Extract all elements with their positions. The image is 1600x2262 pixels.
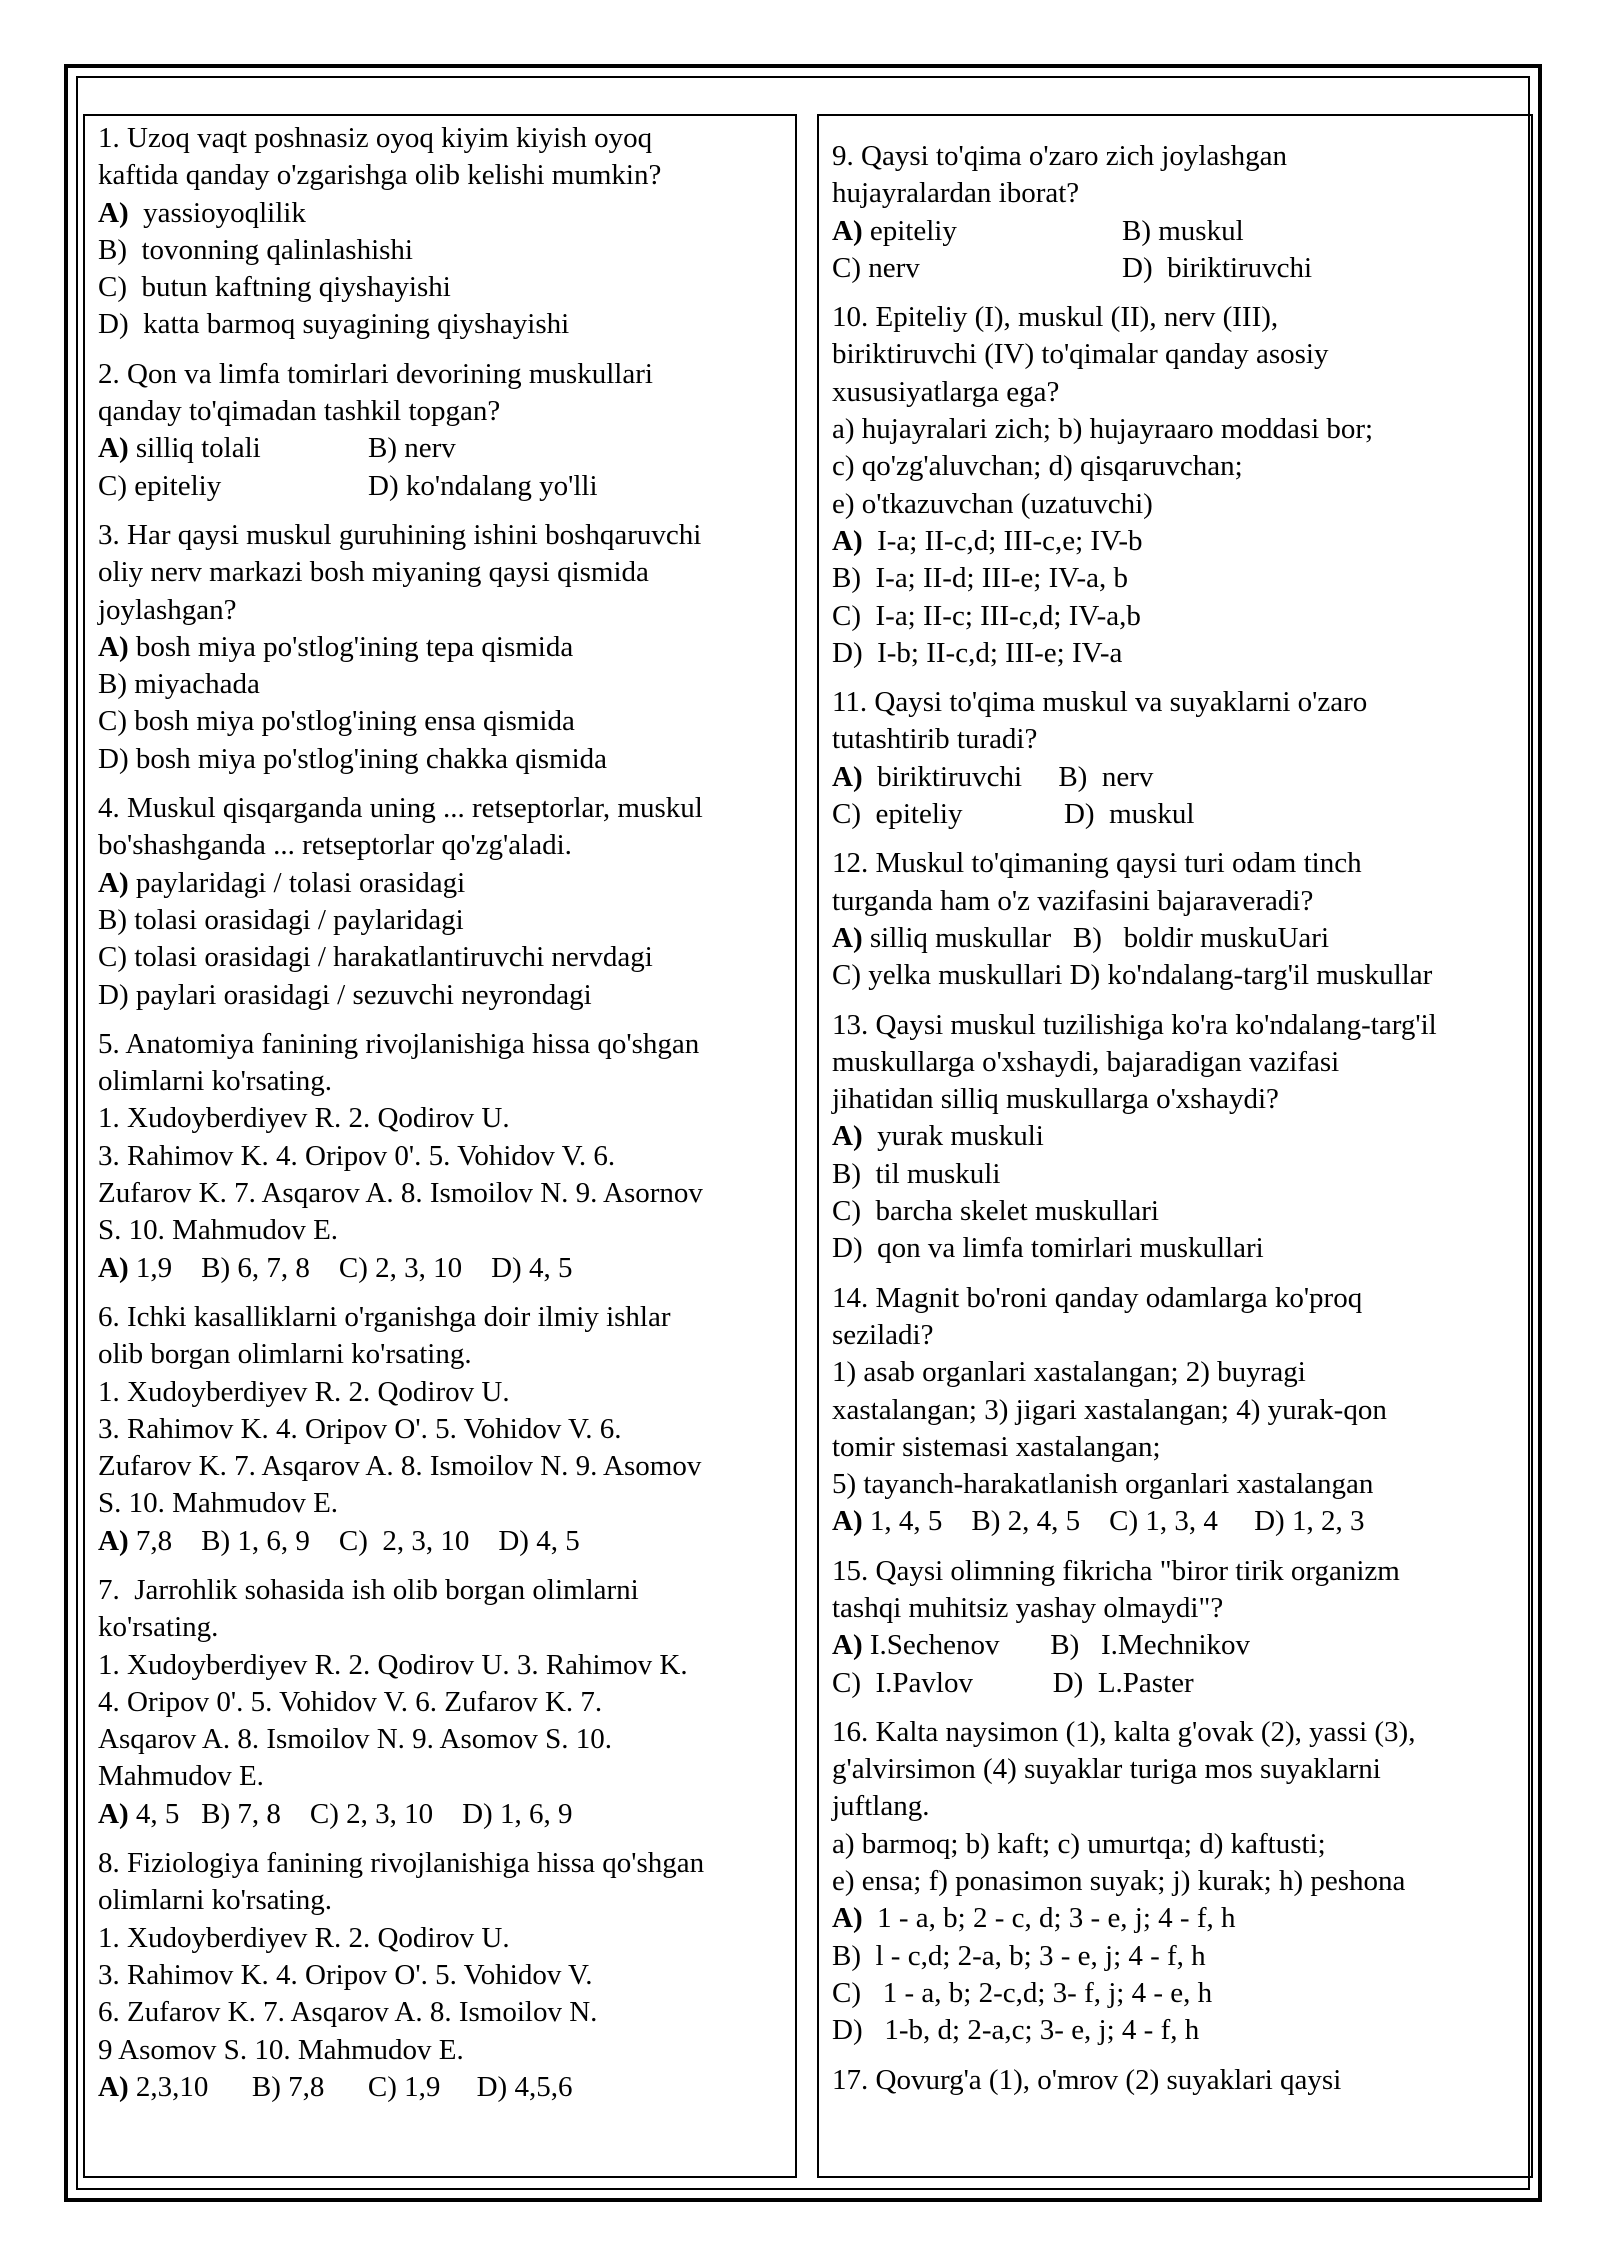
option-text: tovonning qalinlashishi: [127, 233, 413, 266]
option-line: [832, 1975, 1521, 2012]
option-line: [832, 957, 1521, 994]
answer-option: [1122, 250, 1312, 287]
question-text-line: 8. Fiziologiya fanining rivojlanishiga hissa qo'shgan: [98, 1847, 705, 1880]
answer-option: [832, 2014, 1199, 2046]
question-text-line: turganda ham o'z vazifasini bajaraveradi?: [832, 884, 1314, 917]
option-text: 1 - a, b; 2 - c, d; 3 - e, j; 4 - f, h: [862, 1902, 1236, 1935]
question-text-line: tomir sistemasi xastalangan;: [832, 1430, 1161, 1463]
question-text-line: 11. Qaysi to'qima muskul va suyaklarni o'zaro: [832, 686, 1368, 719]
answer-option: [98, 197, 306, 229]
option-letter: A): [98, 630, 129, 663]
option-text: ko'ndalang yo'lli: [398, 469, 598, 502]
question-text-line: biriktiruvchi (IV) to'qimalar qanday asosiy: [832, 338, 1329, 371]
option-letter: B): [1122, 214, 1151, 247]
option-letter: C): [832, 1666, 861, 1699]
answer-option: [98, 271, 451, 303]
question-block: [832, 684, 1521, 833]
question-block: [98, 1845, 785, 2106]
option-letter: C): [832, 959, 861, 992]
option-line: [832, 1900, 1521, 1937]
answer-option: [832, 1902, 1236, 1934]
option-text: katta barmoq suyagining qiyshayishi: [128, 308, 570, 341]
option-text: silliq tolali: [128, 432, 261, 465]
option-text: bosh miya po'stlog'ining tepa qismida: [128, 630, 574, 663]
answer-letter: A): [98, 1524, 129, 1557]
question-text-line: 3. Har qaysi muskul guruhining ishini boshqaruvchi: [98, 518, 702, 551]
option-line: [98, 977, 785, 1014]
option-line: [98, 865, 785, 902]
option-letter: D): [832, 1232, 863, 1265]
option-text: yurak muskuli: [862, 1120, 1044, 1153]
answer-option: [368, 430, 456, 467]
right-column: [817, 114, 1533, 2178]
question-text-line: xususiyatlarga ega?: [832, 375, 1060, 408]
question-text-line: 9 Asomov S. 10. Mahmudov E.: [98, 2033, 464, 2066]
option-text: epiteliy: [862, 214, 957, 247]
question-block: [832, 1714, 1521, 2050]
answer-option: [832, 1232, 1264, 1264]
option-text: paylari orasidagi / sezuvchi neyrondagi: [128, 978, 592, 1011]
answer-option: [98, 308, 569, 340]
option-letter: C): [832, 1195, 861, 1228]
answer-option: [832, 922, 1329, 954]
option-text: I-a; II-c; III-c,d; IV-a,b: [861, 599, 1141, 632]
answer-option: [98, 867, 465, 899]
option-text: biriktiruvchi: [1152, 251, 1313, 284]
answer-letter: A): [98, 1251, 129, 1284]
question-text-line: bo'shashganda ... retseptorlar qo'zg'aladi.: [98, 829, 572, 862]
option-letter: C): [832, 251, 861, 284]
question-block: [98, 517, 785, 778]
answer-option: [1122, 213, 1244, 250]
question-block: [98, 1299, 785, 1560]
answer-option: [832, 1629, 1250, 1661]
answer-option: [98, 941, 653, 973]
answer-option: [98, 904, 464, 936]
question-text-line: Mahmudov E.: [98, 1760, 264, 1793]
question-block: [98, 120, 785, 344]
option-line: [832, 1193, 1521, 1230]
option-text: I.Pavlov D) L.Paster: [861, 1666, 1194, 1699]
answer-option: [98, 234, 413, 266]
option-letter: D): [832, 636, 863, 669]
option-line: [98, 939, 785, 976]
question-text-line: 1. Xudoyberdiyev R. 2. Qodirov U.: [98, 1921, 510, 1954]
option-text: yelka muskullari D) ko'ndalang-targ'il muskullar: [861, 959, 1433, 992]
option-letter: D): [832, 2014, 863, 2047]
question-block: [832, 845, 1521, 994]
question-text-line: 4. Oripov 0'. 5. Vohidov V. 6. Zufarov K. 7.: [98, 1685, 603, 1718]
option-line: [832, 1627, 1521, 1664]
option-line: [98, 902, 785, 939]
option-letter: D): [368, 469, 399, 502]
question-text-line: e) o'tkazuvchan (uzatuvchi): [832, 487, 1153, 520]
answer-text: 7,8 B) 1, 6, 9 C) 2, 3, 10 D) 4, 5: [128, 1524, 580, 1557]
option-letter: A): [832, 1629, 863, 1662]
option-text: silliq muskullar B) boldir muskuUari: [862, 921, 1330, 954]
question-text-line: olimlarni ko'rsating.: [98, 1065, 332, 1098]
option-text: butun kaftning qiyshayishi: [127, 271, 451, 304]
option-line: [832, 1230, 1521, 1267]
question-text-line: 5) tayanch-harakatlanish organlari xastalangan: [832, 1468, 1374, 1501]
answer-option: [832, 1940, 1206, 1972]
answer-line: [98, 1523, 785, 1560]
option-text: bosh miya po'stlog'ining ensa qismida: [127, 705, 575, 738]
option-letter: A): [98, 196, 129, 229]
option-text: I-a; II-d; III-e; IV-a, b: [861, 562, 1129, 595]
answer-option: [832, 600, 1141, 632]
question-text-line: 1. Xudoyberdiyev R. 2. Qodirov U.: [98, 1102, 510, 1135]
option-letter: A): [832, 524, 863, 557]
option-text: I-a; II-c,d; III-c,e; IV-b: [862, 524, 1143, 557]
option-line: [832, 759, 1521, 796]
answer-option: [98, 705, 575, 737]
answer-text: 1,9 B) 6, 7, 8 C) 2, 3, 10 D) 4, 5: [128, 1251, 573, 1284]
option-text: tolasi orasidagi / paylaridagi: [127, 903, 464, 936]
question-text-line: seziladi?: [832, 1318, 934, 1351]
option-text: epiteliy D) muskul: [861, 798, 1195, 831]
option-letter: B): [832, 1939, 861, 1972]
answer-option: [832, 1120, 1044, 1152]
answer-option: [832, 1195, 1159, 1227]
question-block: [832, 1007, 1521, 1268]
answer-option: [98, 631, 573, 663]
answer-line: [832, 1503, 1521, 1540]
question-text-line: tutashtirib turadi?: [832, 723, 1038, 756]
question-text-line: xastalangan; 3) jigari xastalangan; 4) yurak-qon: [832, 1393, 1387, 1426]
option-line: [98, 306, 785, 343]
question-text-line: 6. Zufarov K. 7. Asqarov A. 8. Ismoilov N.: [98, 1996, 598, 2029]
question-text-line: 2. Qon va limfa tomirlari devorining muskullari: [98, 357, 653, 390]
question-text-line: 3. Rahimov K. 4. Oripov O'. 5. Vohidov V.: [98, 1958, 593, 1991]
question-text-line: 3. Rahimov K. 4. Oripov O'. 5. Vohidov V. 6.: [98, 1412, 622, 1445]
answer-text: 4, 5 B) 7, 8 C) 2, 3, 10 D) 1, 6, 9: [128, 1797, 573, 1830]
question-text-line: olimlarni ko'rsating.: [98, 1884, 332, 1917]
question-text-line: 1. Xudoyberdiyev R. 2. Qodirov U.: [98, 1375, 510, 1408]
option-line: [832, 2012, 1521, 2049]
question-block: [98, 790, 785, 1014]
question-block: [832, 299, 1521, 672]
question-text-line: tashqi muhitsiz yashay olmaydi"?: [832, 1591, 1224, 1624]
question-text-line: 3. Rahimov K. 4. Oripov 0'. 5. Vohidov V. 6.: [98, 1139, 616, 1172]
option-line: [832, 598, 1521, 635]
option-line: [832, 635, 1521, 672]
question-text-line: Asqarov A. 8. Ismoilov N. 9. Asomov S. 10.: [98, 1723, 612, 1756]
option-letter: B): [98, 668, 127, 701]
option-text: I.Sechenov B) I.Mechnikov: [862, 1629, 1251, 1662]
option-letter: B): [832, 1157, 861, 1190]
answer-option: [832, 959, 1432, 991]
option-line: [832, 920, 1521, 957]
option-letter: B): [98, 233, 127, 266]
option-letter: D): [1122, 251, 1153, 284]
answer-option: [98, 979, 592, 1011]
question-text-line: joylashgan?: [98, 593, 237, 626]
answer-option: [832, 761, 1153, 793]
option-line: [832, 560, 1521, 597]
question-text-line: 7. Jarrohlik sohasida ish olib borgan olimlarni: [98, 1573, 639, 1606]
question-text-line: 5. Anatomiya fanining rivojlanishiga hissa qo'shgan: [98, 1027, 700, 1060]
option-text: biriktiruvchi B) nerv: [862, 760, 1154, 793]
option-text: miyachada: [127, 668, 260, 701]
option-line: [98, 741, 785, 778]
question-text-line: g'alvirsimon (4) suyaklar turiga mos suyaklarni: [832, 1753, 1381, 1786]
answer-option: [832, 1158, 1000, 1190]
answer-letter: A): [98, 2070, 129, 2103]
option-line: [832, 1938, 1521, 1975]
option-text: yassioyoqlilik: [128, 196, 306, 229]
answer-option: [832, 637, 1122, 669]
answer-option: [98, 743, 607, 775]
question-text-line: S. 10. Mahmudov E.: [98, 1487, 339, 1520]
option-letter: A): [832, 760, 863, 793]
option-letter: A): [98, 432, 129, 465]
answer-text: 1, 4, 5 B) 2, 4, 5 C) 1, 3, 4 D) 1, 2, 3: [862, 1505, 1365, 1538]
option-line: [98, 195, 785, 232]
option-letter: C): [98, 271, 127, 304]
question-text-line: 12. Muskul to'qimaning qaysi turi odam tinch: [832, 847, 1362, 880]
answer-option: [832, 213, 1122, 250]
left-column: [83, 114, 797, 2178]
question-block: [832, 1280, 1521, 1541]
question-block: [832, 2062, 1521, 2099]
question-block: [98, 1026, 785, 1287]
option-line: [832, 523, 1521, 560]
question-block: [832, 138, 1521, 287]
question-text-line: c) qo'zg'aluvchan; d) qisqaruvchan;: [832, 450, 1243, 483]
option-text: 1 - a, b; 2-c,d; 3- f, j; 4 - e, h: [861, 1976, 1213, 2009]
option-text: I-b; II-c,d; III-e; IV-a: [862, 636, 1123, 669]
option-text: l - c,d; 2-a, b; 3 - e, j; 4 - f, h: [861, 1939, 1206, 1972]
option-letter: A): [832, 1902, 863, 1935]
answer-option: [98, 430, 368, 467]
question-text-line: S. 10. Mahmudov E.: [98, 1214, 339, 1247]
question-text-line: muskullarga o'xshaydi, bajaradigan vazifasi: [832, 1045, 1340, 1078]
option-line: [98, 666, 785, 703]
option-letter: C): [98, 705, 127, 738]
question-text-line: 14. Magnit bo'roni qanday odamlarga ko'proq: [832, 1281, 1363, 1314]
answer-option: [832, 562, 1128, 594]
option-line: [98, 703, 785, 740]
option-text: bosh miya po'stlog'ining chakka qismida: [128, 742, 608, 775]
option-pair-line: [98, 468, 785, 505]
option-letter: A): [832, 214, 863, 247]
question-text-line: 4. Muskul qisqarganda uning ... retseptorlar, muskul: [98, 792, 703, 825]
answer-option: [832, 1667, 1194, 1699]
option-text: tolasi orasidagi / harakatlantiruvchi nervdagi: [127, 941, 653, 974]
answer-option: [832, 250, 1122, 287]
answer-letter: A): [98, 1797, 129, 1830]
question-text-line: Zufarov K. 7. Asqarov A. 8. Ismoilov N. 9. Asornov: [98, 1177, 703, 1210]
option-letter: B): [832, 562, 861, 595]
question-block: [98, 356, 785, 505]
question-text-line: 9. Qaysi to'qima o'zaro zich joylashgan: [832, 140, 1287, 172]
question-text-line: 1. Uzoq vaqt poshnasiz oyoq kiyim kiyish oyoq: [98, 122, 653, 154]
option-line: [832, 1118, 1521, 1155]
question-text-line: 1) asab organlari xastalangan; 2) buyragi: [832, 1356, 1306, 1389]
question-block: [98, 1572, 785, 1833]
answer-option: [98, 668, 260, 700]
option-text: nerv: [397, 432, 456, 465]
answer-option: [98, 468, 368, 505]
option-line: [832, 796, 1521, 833]
option-text: til muskuli: [861, 1157, 1001, 1190]
answer-option: [832, 525, 1143, 557]
question-text-line: 17. Qovurg'a (1), o'mrov (2) suyaklari qaysi: [832, 2063, 1342, 2096]
option-letter: D): [98, 978, 129, 1011]
option-line: [98, 629, 785, 666]
answer-line: [98, 2069, 785, 2106]
answer-option: [368, 468, 598, 505]
option-text: epiteliy: [127, 469, 222, 502]
question-text-line: qanday to'qimadan tashkil topgan?: [98, 395, 501, 428]
option-letter: A): [832, 1120, 863, 1153]
question-text-line: 6. Ichki kasalliklarni o'rganishga doir ilmiy ishlar: [98, 1300, 671, 1333]
option-line: [832, 1665, 1521, 1702]
option-line: [832, 1156, 1521, 1193]
question-text-line: kaftida qanday o'zgarishga olib kelishi mumkin?: [98, 159, 662, 192]
option-pair-line: [832, 213, 1521, 250]
option-letter: C): [832, 798, 861, 831]
question-text-line: olib borgan olimlarni ko'rsating.: [98, 1338, 472, 1371]
option-letter: A): [98, 866, 129, 899]
question-text-line: a) hujayralari zich; b) hujayraaro moddasi bor;: [832, 413, 1374, 446]
option-line: [98, 269, 785, 306]
question-block: [832, 1553, 1521, 1702]
option-letter: C): [832, 599, 861, 632]
option-text: qon va limfa tomirlari muskullari: [862, 1232, 1264, 1265]
answer-letter: A): [832, 1505, 863, 1538]
option-letter: C): [98, 469, 127, 502]
question-text-line: 10. Epiteliy (I), muskul (II), nerv (III),: [832, 301, 1279, 334]
question-text-line: hujayralardan iborat?: [832, 177, 1080, 210]
option-pair-line: [98, 430, 785, 467]
question-text-line: ko'rsating.: [98, 1611, 219, 1644]
answer-option: [832, 798, 1194, 830]
question-text-line: 13. Qaysi muskul tuzilishiga ko'ra ko'ndalang-targ'il: [832, 1008, 1437, 1041]
option-letter: B): [98, 903, 127, 936]
question-text-line: e) ensa; f) ponasimon suyak; j) kurak; h) peshona: [832, 1865, 1406, 1898]
option-pair-line: [832, 250, 1521, 287]
answer-line: [98, 1250, 785, 1287]
question-text-line: oliy nerv markazi bosh miyaning qaysi qismida: [98, 556, 649, 589]
option-letter: C): [98, 941, 127, 974]
option-text: paylaridagi / tolasi orasidagi: [128, 866, 466, 899]
answer-text: 2,3,10 B) 7,8 C) 1,9 D) 4,5,6: [128, 2070, 573, 2103]
answer-option: [832, 1977, 1212, 2009]
option-line: [98, 232, 785, 269]
answer-line: [98, 1796, 785, 1833]
option-text: barcha skelet muskullari: [861, 1195, 1159, 1228]
option-text: nerv: [861, 251, 920, 284]
question-text-line: a) barmoq; b) kaft; c) umurtqa; d) kaftusti;: [832, 1827, 1326, 1860]
option-letter: D): [98, 742, 129, 775]
option-letter: A): [832, 921, 863, 954]
option-text: 1-b, d; 2-a,c; 3- e, j; 4 - f, h: [862, 2014, 1200, 2047]
question-text-line: Zufarov K. 7. Asqarov A. 8. Ismoilov N. 9. Asomov: [98, 1450, 702, 1483]
question-text-line: juftlang.: [832, 1790, 930, 1823]
option-letter: D): [98, 308, 129, 341]
question-text-line: jihatidan silliq muskullarga o'xshaydi?: [832, 1083, 1279, 1116]
option-letter: C): [832, 1976, 861, 2009]
question-text-line: 1. Xudoyberdiyev R. 2. Qodirov U. 3. Rahimov K.: [98, 1648, 688, 1681]
question-text-line: 16. Kalta naysimon (1), kalta g'ovak (2), yassi (3),: [832, 1715, 1416, 1748]
option-letter: B): [368, 432, 397, 465]
option-text: muskul: [1151, 214, 1244, 247]
question-text-line: 15. Qaysi olimning fikricha "biror tirik organizm: [832, 1554, 1400, 1587]
